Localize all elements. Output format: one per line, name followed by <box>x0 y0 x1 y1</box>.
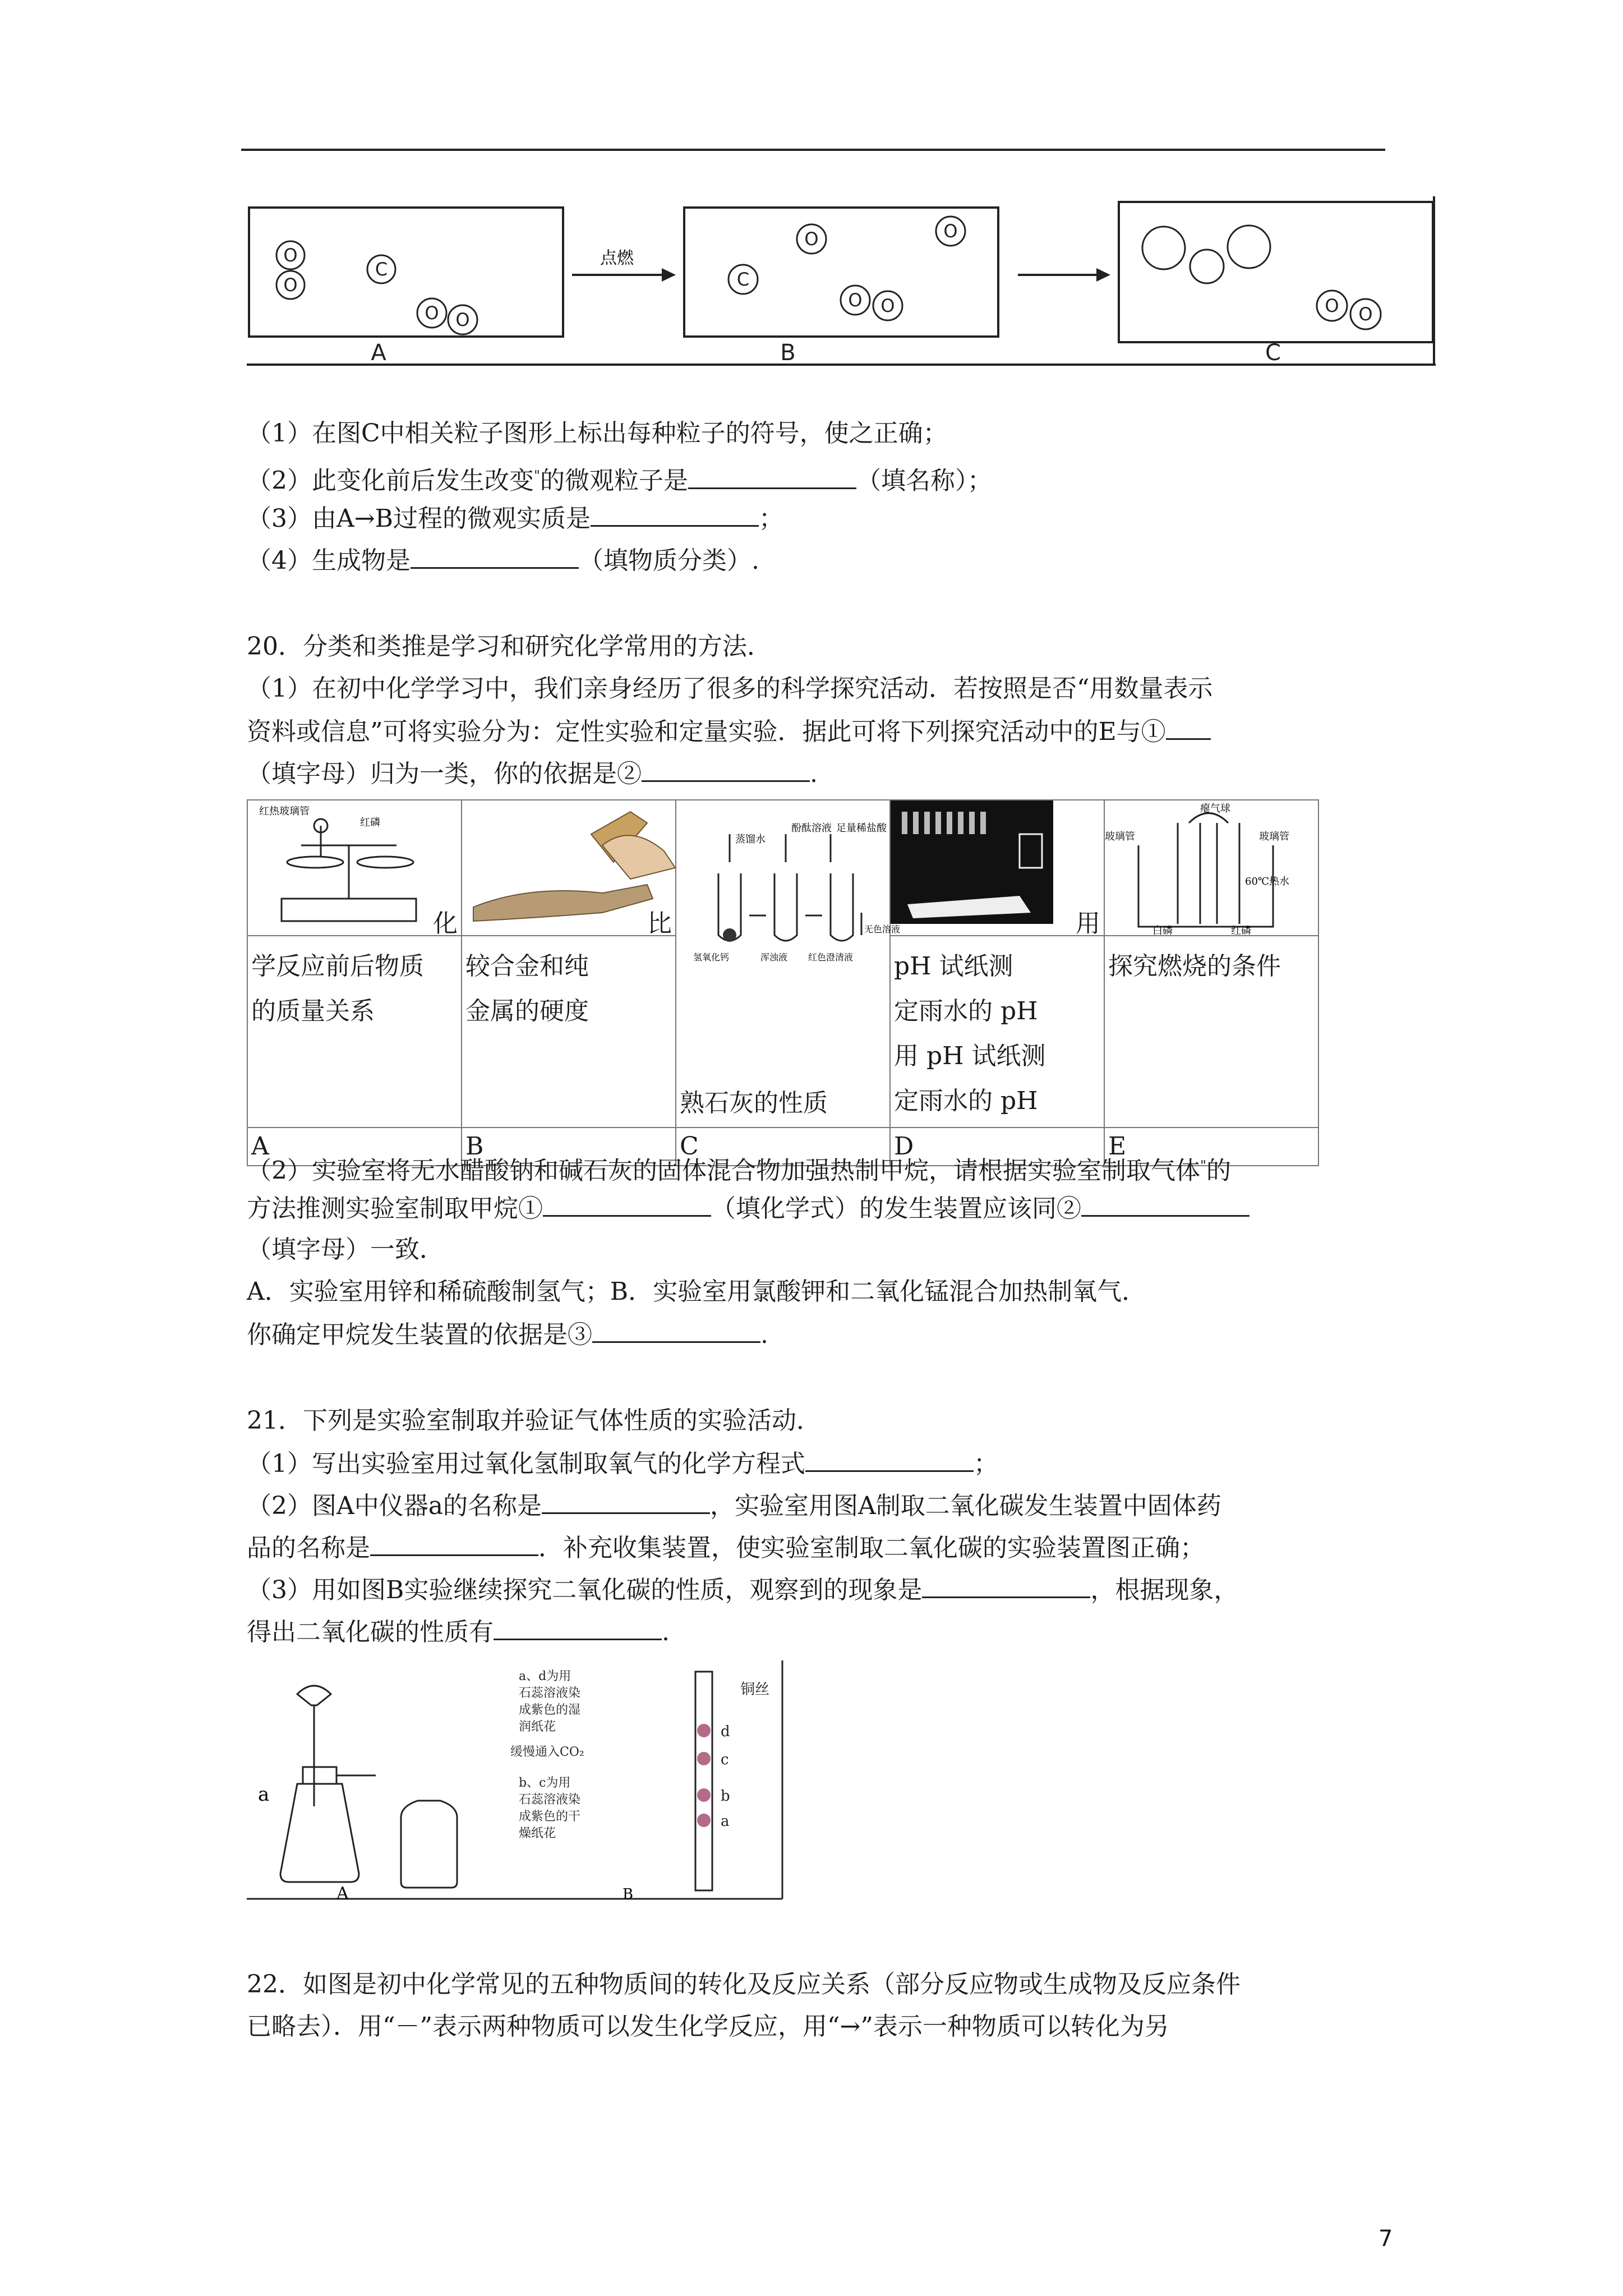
header-rule <box>241 149 1385 151</box>
q20-p1-line-1: （1）在初中化学学习中，我们亲身经历了很多的科学探究活动．若按照是否“用数量表示 <box>247 674 1213 703</box>
q22-line-2: 已略去）．用“－”表示两种物质可以发生化学反应，用“→”表示一种物质可以转化为另 <box>247 2012 1169 2041</box>
svg-text:d: d <box>721 1723 730 1740</box>
q21-blank-5[interactable] <box>494 1613 662 1640</box>
particle-reaction-figure <box>247 196 1436 370</box>
svg-text:成紫色的湿: 成紫色的湿 <box>519 1703 581 1717</box>
svg-text:润纸花: 润纸花 <box>519 1720 556 1734</box>
svg-text:无色溶液: 无色溶液 <box>864 924 901 935</box>
svg-text:O: O <box>848 289 863 311</box>
q20-blank-5[interactable] <box>592 1315 760 1343</box>
cell-a-text: 化 学反应前后物质 的质量关系 <box>247 936 462 1128</box>
cell-b-text: 比 较合金和纯 金属的硬度 <box>462 936 676 1128</box>
svg-text:O: O <box>880 295 895 316</box>
experiment-table <box>247 799 1319 1166</box>
q20-blank-3[interactable] <box>543 1189 711 1217</box>
svg-text:A: A <box>336 1884 349 1903</box>
q19-line-2: （2）此变化前后发生改变"的微观粒子是 （填名称）； <box>247 457 992 500</box>
q19-line-1: （1）在图C中相关粒子图形上标出每种粒子的符号，使之正确； <box>247 419 948 448</box>
svg-text:燥纸花: 燥纸花 <box>519 1826 556 1841</box>
q19-line-3: （3）由A→B过程的微观实质是 ； <box>247 499 783 537</box>
svg-text:红磷: 红磷 <box>360 817 380 829</box>
svg-text:O: O <box>283 274 298 296</box>
page-number: 7 <box>1378 2226 1393 2252</box>
svg-text:石蕊溶液染: 石蕊溶液染 <box>519 1686 581 1700</box>
svg-text:红色澄清液: 红色澄清液 <box>808 952 854 963</box>
svg-text:C: C <box>375 259 388 280</box>
q21-line-5: 得出二氧化碳的性质有 . <box>247 1613 670 1651</box>
cell-b-letter: B <box>462 1128 676 1166</box>
cell-e-letter: E <box>1104 1128 1318 1166</box>
svg-text:b: b <box>721 1788 730 1805</box>
svg-text:浑浊液: 浑浊液 <box>760 952 788 963</box>
svg-text:60℃热水: 60℃热水 <box>1245 876 1290 887</box>
svg-text:红热玻璃管: 红热玻璃管 <box>259 806 310 817</box>
q19-line-4: （4）生成物是 （填物质分类）. <box>247 541 759 579</box>
svg-text:O: O <box>943 220 958 242</box>
q20-p1-line-3: （填字母）归为一类，你的依据是② . <box>247 754 818 793</box>
q21-line-3: 品的名称是 ．补充收集装置，使实验室制取二氧化碳的实验装置图正确； <box>247 1529 1205 1567</box>
q21-blank-2[interactable] <box>542 1487 710 1514</box>
svg-text:a、d为用: a、d为用 <box>519 1669 571 1683</box>
svg-text:氢氧化钙: 氢氧化钙 <box>693 952 730 963</box>
svg-text:酚酞溶液: 酚酞溶液 <box>791 822 832 834</box>
svg-text:A: A <box>371 340 386 366</box>
cell-a-letter: A <box>247 1128 462 1166</box>
q20-blank-4[interactable] <box>1081 1189 1249 1217</box>
q20-p2-line-3: （填字母）一致． <box>247 1235 444 1264</box>
q19-blank-3[interactable] <box>591 499 759 527</box>
svg-text:玻璃管: 玻璃管 <box>1105 831 1135 843</box>
q19-blank-2[interactable] <box>688 462 856 489</box>
test-tubes-icon <box>676 800 901 1036</box>
svg-text:C: C <box>1265 340 1281 366</box>
svg-text:O: O <box>283 245 298 266</box>
svg-text:缓慢通入CO₂: 缓慢通入CO₂ <box>510 1745 584 1759</box>
q20-blank-2[interactable] <box>642 754 810 782</box>
svg-text:O: O <box>425 302 439 324</box>
q20-title: 20．分类和类推是学习和研究化学常用的方法． <box>247 632 772 661</box>
svg-text:B: B <box>780 340 796 366</box>
q21-title: 21．下列是实验室制取并验证气体性质的实验活动． <box>247 1406 821 1435</box>
cell-c-letter: 熟石灰的性质 C <box>676 1128 890 1166</box>
svg-text:足量稀盐酸: 足量稀盐酸 <box>836 822 887 834</box>
svg-text:O: O <box>455 309 470 330</box>
svg-text:c: c <box>721 1751 729 1768</box>
q21-blank-3[interactable] <box>370 1529 538 1556</box>
svg-text:O: O <box>1358 303 1373 325</box>
cell-d-text: 用 pH 试纸测 定雨水的 pH 用 pH 试纸测 定雨水的 pH <box>890 936 1104 1128</box>
svg-text:B: B <box>623 1886 634 1903</box>
ignite-arrow <box>572 249 676 282</box>
cell-e-image <box>1104 800 1318 936</box>
svg-text:红磷: 红磷 <box>1231 925 1251 937</box>
svg-text:a: a <box>721 1813 730 1830</box>
q21-line-4: （3）用如图B实验继续探究二氧化碳的性质，观察到的现象是 ，根据现象， <box>247 1571 1238 1609</box>
q21-line-2: （2）图A中仪器a的名称是 ，实验室用图A制取二氧化碳发生装置中固体药 <box>247 1487 1221 1525</box>
svg-text:O: O <box>804 228 819 250</box>
co2-apparatus-figure <box>247 1660 785 1902</box>
combustion-beaker-icon <box>1105 800 1318 935</box>
svg-text:点燃: 点燃 <box>600 249 634 268</box>
svg-text:石蕊溶液染: 石蕊溶液染 <box>519 1793 581 1807</box>
q20-p1-line-2: 资料或信息”可将实验分为：定性实验和定量实验．据此可将下列探究活动中的E与① <box>247 712 1211 751</box>
q22-line-1: 22．如图是初中化学常见的五种物质间的转化及反应关系（部分反应物或生成物及反应条件 <box>247 1970 1241 1999</box>
svg-text:b、c为用: b、c为用 <box>519 1776 571 1790</box>
q21-blank-4[interactable] <box>922 1571 1090 1598</box>
q20-p2-line-4: A．实验室用锌和稀硫酸制氢气；B．实验室用氯酸钾和二氧化锰混合加热制氧气． <box>247 1277 1147 1306</box>
q20-p2-line-5: 你确定甲烷发生装置的依据是③ . <box>247 1315 768 1354</box>
svg-text:白磷: 白磷 <box>1152 925 1173 937</box>
cell-d-letter: D <box>890 1128 1104 1166</box>
q19-blank-4[interactable] <box>411 541 579 569</box>
svg-text:铜丝: 铜丝 <box>740 1681 770 1698</box>
q20-blank-1[interactable] <box>1166 712 1211 740</box>
svg-text:O: O <box>1325 295 1339 316</box>
svg-text:成紫色的干: 成紫色的干 <box>519 1810 581 1824</box>
cell-e-text: 探究燃烧的条件 <box>1104 936 1318 1128</box>
svg-text:瘪气球: 瘪气球 <box>1200 803 1230 815</box>
q21-line-1: （1）写出实验室用过氧化氢制取氧气的化学方程式 ； <box>247 1444 998 1483</box>
q20-p2-line-2: 方法推测实验室制取甲烷① （填化学式）的发生装置应该同② <box>247 1189 1249 1227</box>
svg-text:蒸馏水: 蒸馏水 <box>735 834 766 845</box>
q20-p2-line-1: （2）实验室将无水醋酸钠和碱石灰的固体混合物加强热制甲烷，请根据实验室制取气体"的 <box>247 1156 1232 1185</box>
q21-blank-1[interactable] <box>805 1444 974 1472</box>
svg-text:C: C <box>736 269 750 290</box>
svg-text:a: a <box>258 1783 270 1806</box>
svg-text:玻璃管: 玻璃管 <box>1259 831 1289 843</box>
